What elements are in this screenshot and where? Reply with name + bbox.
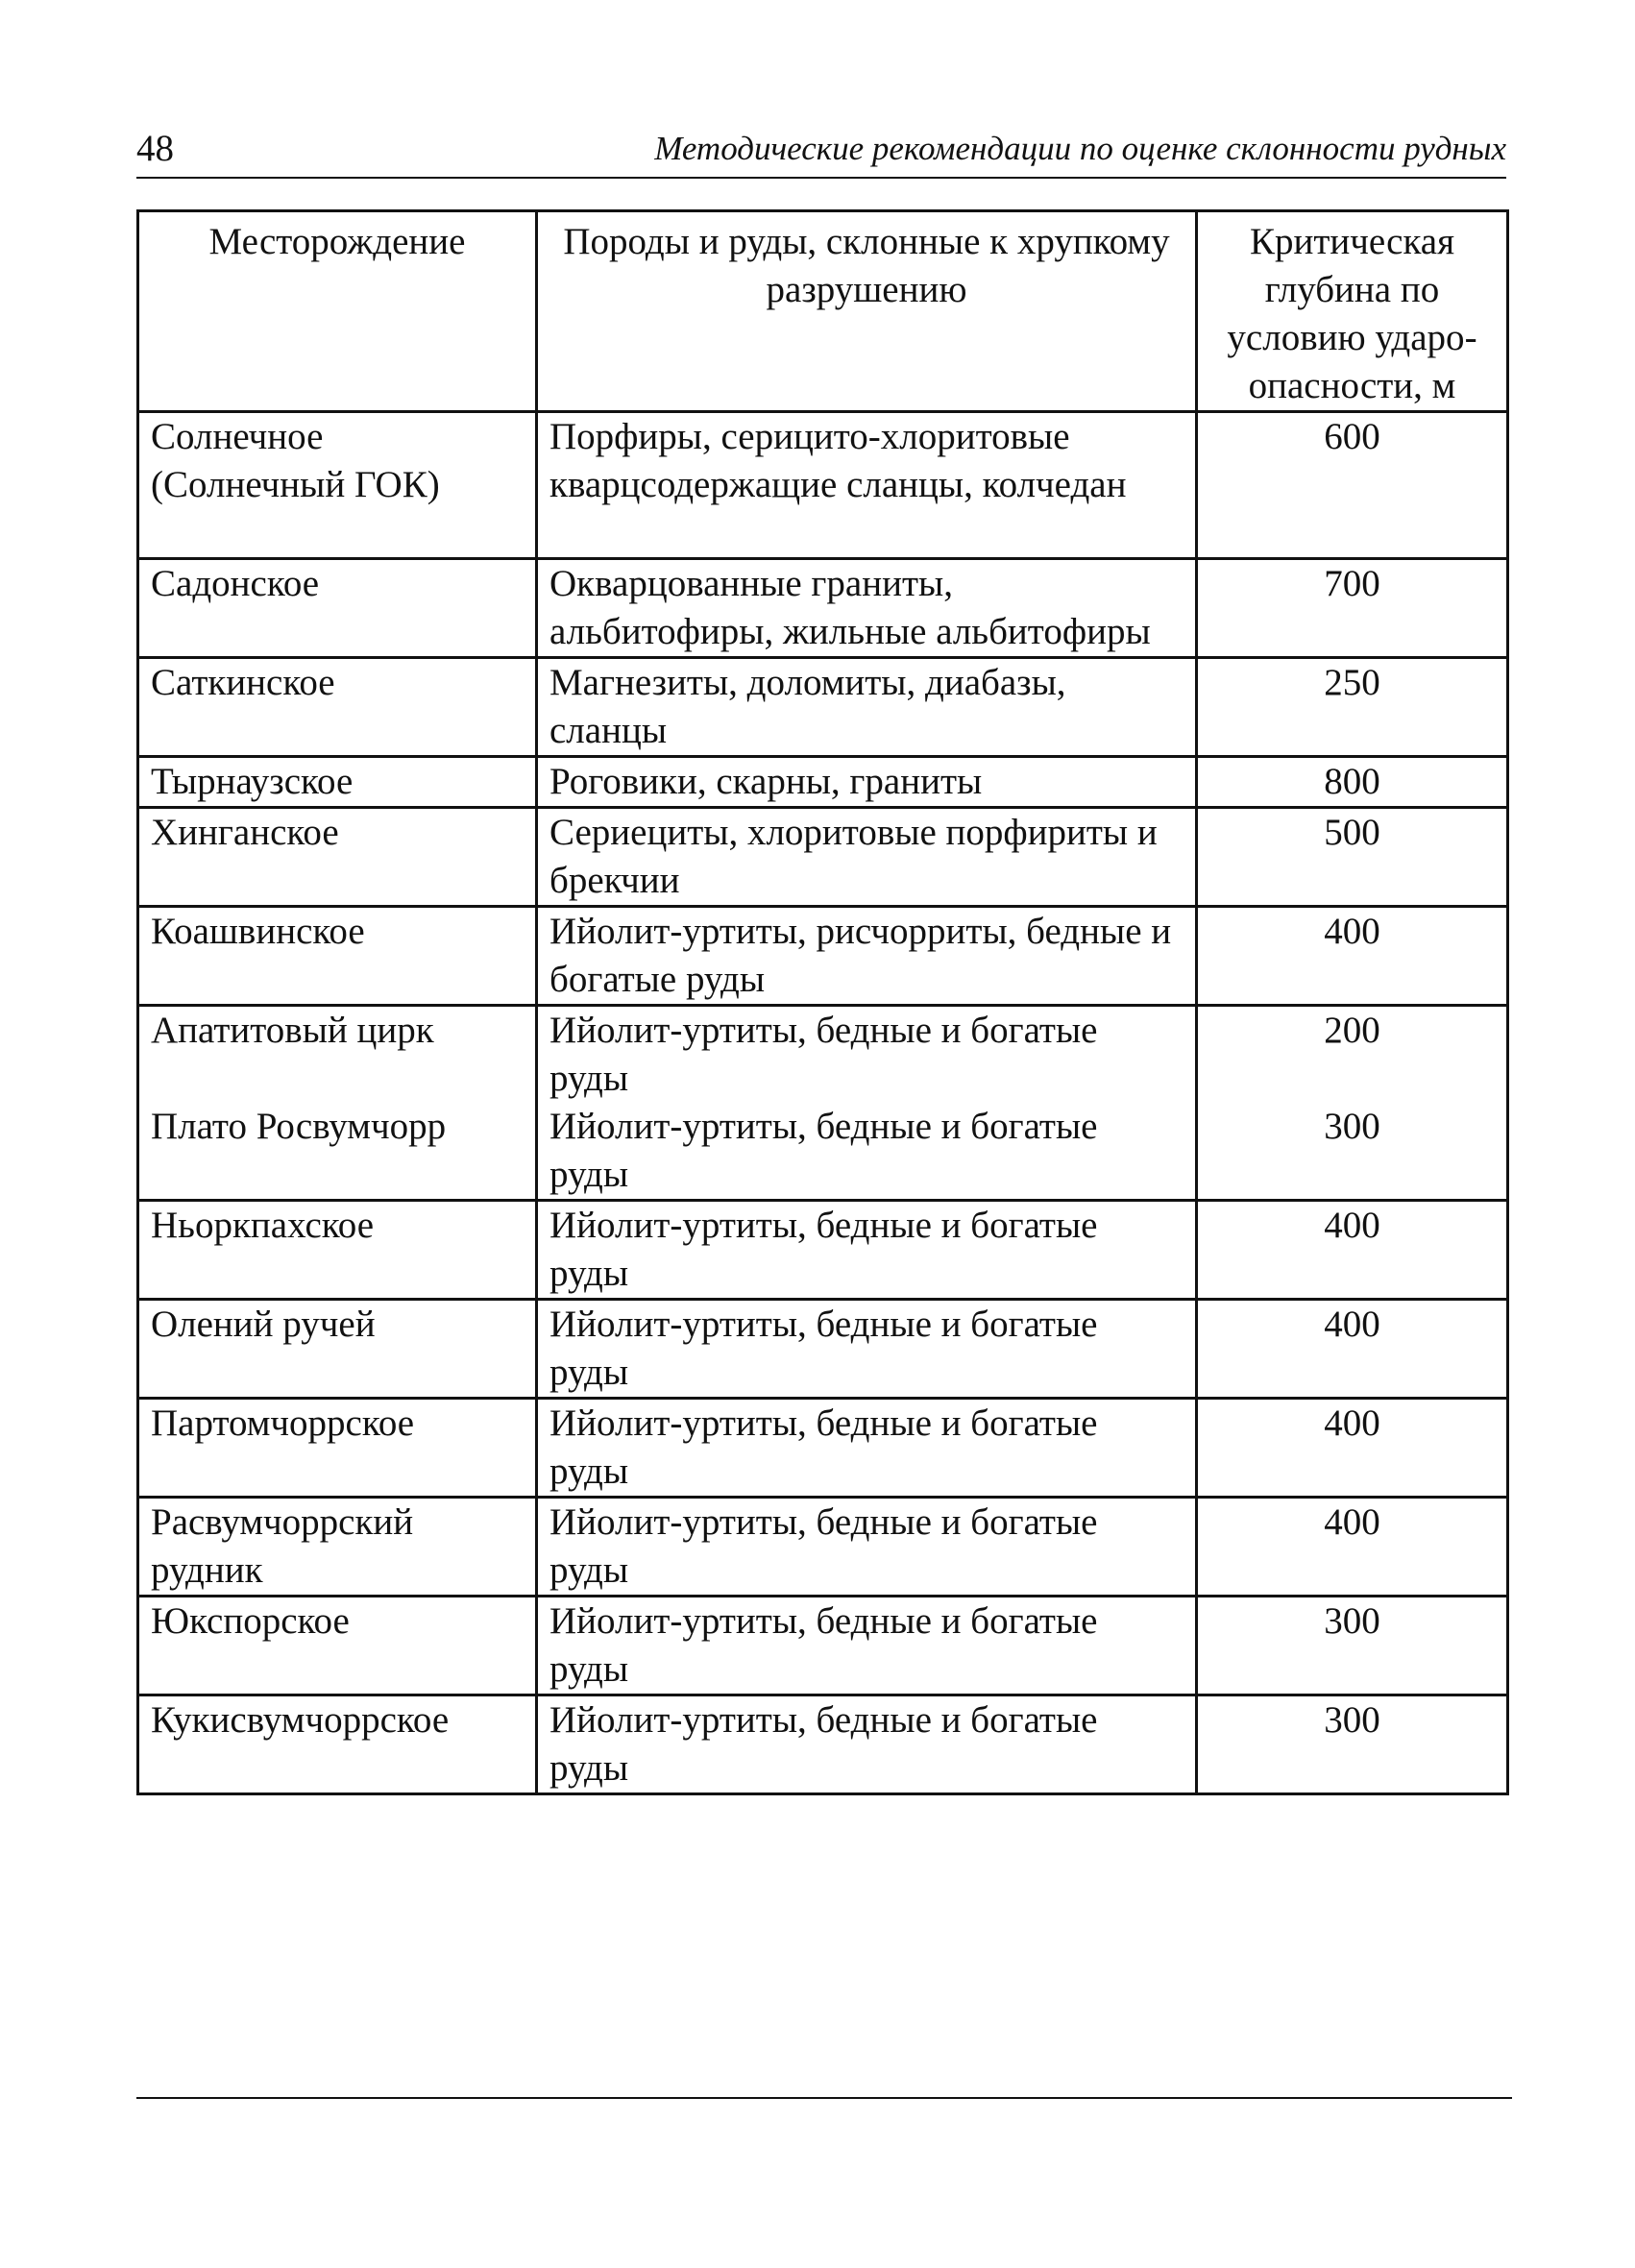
rocks-cell: Роговики, скарны, граниты — [537, 757, 1197, 808]
table-row — [138, 1695, 1508, 1794]
rocks-cell: Ийолит-уртиты, бедные и богатые руды — [537, 1597, 1197, 1695]
table-row — [138, 1300, 1508, 1399]
deposit-cell: Кукисвумчоррское — [138, 1695, 537, 1794]
depth-cell: 400 — [1197, 1498, 1508, 1597]
depth-cell: 400 — [1197, 1201, 1508, 1300]
depth-cell: 500 — [1197, 808, 1508, 907]
table-row — [138, 559, 1508, 658]
depth-cell: 700 — [1197, 559, 1508, 658]
table-header-row — [138, 211, 1508, 412]
page-number: 48 — [136, 128, 174, 169]
deposit-cell: Олений ручей — [138, 1300, 537, 1399]
depth-cell: 800 — [1197, 757, 1508, 808]
depth-cell: 200 — [1197, 1006, 1508, 1104]
rocks-cell: Ийолит-уртиты, бедные и богатые руды — [537, 1399, 1197, 1498]
header-divider — [136, 177, 1506, 179]
table-row — [138, 1498, 1508, 1597]
deposit-cell: Расвумчоррский рудник — [138, 1498, 537, 1597]
column-header-depth: Критическая глубина по условию удароопасности, м — [1197, 211, 1508, 412]
deposit-cell: Хинганское — [138, 808, 537, 907]
rocks-cell: Ийолит-уртиты, бедные и богатые руды — [537, 1006, 1197, 1104]
rocks-cell: Ийолит-уртиты, бедные и богатые руды — [537, 1103, 1197, 1201]
table-row — [138, 412, 1508, 559]
deposit-cell: Тырнаузское — [138, 757, 537, 808]
rocks-cell: Порфиры, серицито-хлоритовые кварцсодержащие сланцы, колчедан — [537, 412, 1197, 559]
table-row — [138, 1201, 1508, 1300]
depth-cell: 400 — [1197, 1300, 1508, 1399]
rocks-cell: Ийолит-уртиты, рисчорриты, бедные и богатые руды — [537, 907, 1197, 1006]
depth-cell: 300 — [1197, 1597, 1508, 1695]
table-row — [138, 1006, 1508, 1104]
deposit-cell: Ньоркпахское — [138, 1201, 537, 1300]
table-row — [138, 658, 1508, 757]
table-row — [138, 757, 1508, 808]
table-row — [138, 808, 1508, 907]
column-header-rocks: Породы и руды, склонные к хрупкому разрушению — [537, 211, 1197, 412]
depth-cell: 300 — [1197, 1695, 1508, 1794]
deposit-cell: Солнечное (Солнечный ГОК) — [138, 412, 537, 559]
rocks-cell: Сериециты, хлоритовые порфириты и брекчии — [537, 808, 1197, 907]
rocks-cell: Окварцованные граниты, альбитофиры, жильные альбитофиры — [537, 559, 1197, 658]
table-row — [138, 1103, 1508, 1201]
column-header-deposit: Месторождение — [138, 211, 537, 412]
rocks-cell: Ийолит-уртиты, бедные и богатые руды — [537, 1498, 1197, 1597]
footer-divider — [136, 2097, 1512, 2099]
table-row — [138, 907, 1508, 1006]
rocks-cell: Магнезиты, доломиты, диабазы, сланцы — [537, 658, 1197, 757]
depth-cell: 300 — [1197, 1103, 1508, 1201]
deposit-cell: Садонское — [138, 559, 537, 658]
table-row — [138, 1399, 1508, 1498]
depth-cell: 400 — [1197, 1399, 1508, 1498]
depth-cell: 250 — [1197, 658, 1508, 757]
deposit-cell: Апатитовый цирк — [138, 1006, 537, 1104]
deposit-cell: Юкспорское — [138, 1597, 537, 1695]
rocks-cell: Ийолит-уртиты, бедные и богатые руды — [537, 1300, 1197, 1399]
deposit-cell: Саткинское — [138, 658, 537, 757]
deposit-cell: Партомчоррское — [138, 1399, 537, 1498]
depth-cell: 600 — [1197, 412, 1508, 559]
deposit-cell: Плато Росвумчорр — [138, 1103, 537, 1201]
depth-cell: 400 — [1197, 907, 1508, 1006]
running-title: Методические рекомендации по оценке склонности рудных — [654, 130, 1506, 167]
table-row — [138, 1597, 1508, 1695]
rocks-cell: Ийолит-уртиты, бедные и богатые руды — [537, 1201, 1197, 1300]
rocks-cell: Ийолит-уртиты, бедные и богатые руды — [537, 1695, 1197, 1794]
deposit-cell: Коашвинское — [138, 907, 537, 1006]
deposits-table — [136, 209, 1509, 1795]
